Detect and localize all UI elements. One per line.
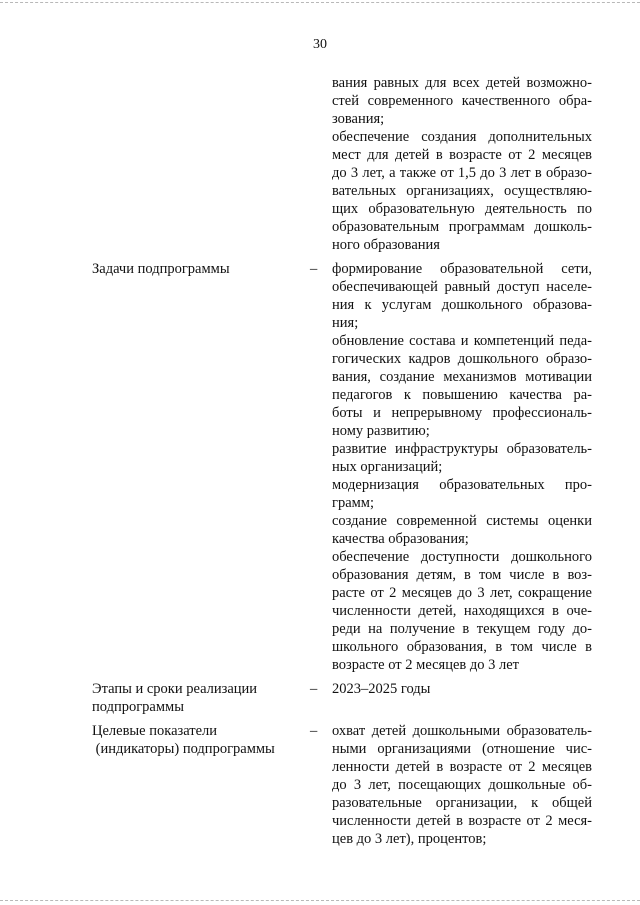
text-line: образования детям, в том числе в воз- — [332, 567, 592, 583]
text-line: щих образовательную деятельность по — [332, 201, 592, 217]
text-line: ния; — [332, 315, 359, 331]
text-line: возрасте от 2 месяцев до 3 лет — [332, 657, 520, 673]
text-line: ния к услугам дошкольного образова- — [332, 297, 592, 313]
text-line: вательных организациях, осуществляю- — [332, 183, 592, 199]
text-line: стей современного качественного обра- — [332, 93, 592, 109]
text-line: модернизация образовательных про- — [332, 477, 592, 493]
tasks-label: Задачи подпрограммы — [92, 261, 230, 277]
text-line: численности детей, находящихся в оче- — [332, 603, 592, 619]
text-line: до 3 лет, посещающих дошкольные об- — [332, 777, 592, 793]
indicators-label-line: (индикаторы) подпрограммы — [92, 741, 275, 757]
text-line: формирование образовательной сети, — [332, 261, 592, 277]
text-line: обеспечение доступности дошкольного — [332, 549, 592, 565]
text-line: развитие инфраструктуры образователь- — [332, 441, 592, 457]
text-line: гогических кадров дошкольного образо- — [332, 351, 592, 367]
text-line: реди на получение в текущем году до- — [332, 621, 592, 637]
text-line: ному развитию; — [332, 423, 430, 439]
text-line: создание современной системы оценки — [332, 513, 592, 529]
text-line: мест для детей в возрасте от 2 месяцев — [332, 147, 592, 163]
text-line: вания равных для всех детей возможно- — [332, 75, 592, 91]
text-line: ных организаций; — [332, 459, 443, 475]
stages-dash: – — [310, 681, 318, 697]
indicators-dash: – — [310, 723, 318, 739]
text-line: до 3 лет, а также от 1,5 до 3 лет в образо- — [332, 165, 592, 181]
text-line: боты и непрерывному профессиональ- — [332, 405, 592, 421]
text-line: разовательные организации, к общей — [332, 795, 592, 811]
text-line: численности детей в возрасте от 2 меся- — [332, 813, 592, 829]
text-line: расте от 2 месяцев до 3 лет, сокращение — [332, 585, 592, 601]
text-line: цев до 3 лет), процентов; — [332, 831, 487, 847]
stages-label-line: Этапы и сроки реализации — [92, 681, 258, 697]
stages-value: 2023–2025 годы — [332, 681, 431, 697]
text-line: школьного образования, в том числе в — [332, 639, 592, 655]
text-line: образовательным программам дошколь- — [332, 219, 592, 235]
text-line: ленности детей в возрасте от 2 месяцев — [332, 759, 592, 775]
text-line: зования; — [332, 111, 385, 127]
text-line: ными организациями (отношение чис- — [332, 741, 592, 757]
text-line: педагогов к повышению качества ра- — [332, 387, 592, 403]
page-number: 30 — [313, 37, 327, 52]
stages-label-line: подпрограммы — [92, 699, 184, 715]
top-scan-edge — [0, 2, 640, 3]
indicators-label-line: Целевые показатели — [92, 723, 218, 739]
text-line: вания, создание механизмов мотивации — [332, 369, 592, 385]
text-line: обновление состава и компетенций педа- — [332, 333, 592, 349]
text-line: обеспечивающей равный доступ населе- — [332, 279, 592, 295]
text-line: обеспечение создания дополнительных — [332, 129, 592, 145]
tasks-dash: – — [310, 261, 318, 277]
text-line: качества образования; — [332, 531, 469, 547]
text-line: ного образования — [332, 237, 440, 253]
text-line: грамм; — [332, 495, 375, 511]
text-line: охват детей дошкольными образователь- — [332, 723, 592, 739]
bottom-scan-edge — [0, 900, 640, 901]
